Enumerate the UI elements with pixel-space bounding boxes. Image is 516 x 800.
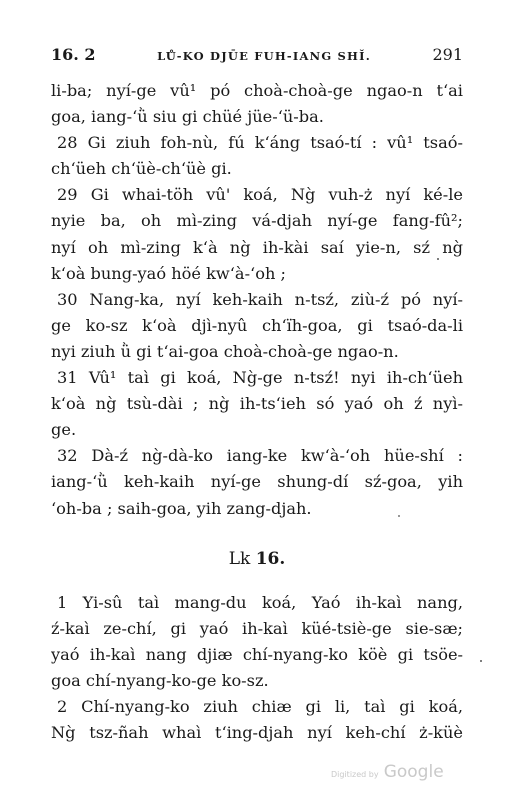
- google-logo: Google: [383, 762, 444, 782]
- ink-speck: [437, 258, 439, 260]
- text-line: yaó ih-kaì nang djiæ chí-nyang-ko köè gi tsöe-: [51, 644, 463, 664]
- text-line: goa, iang-‘ǜ siu gi chüé jüe-‘ü-ba.: [51, 107, 324, 127]
- text-line: k‘oà ng̀ tsù-dài ; ng̀ ih-ts‘ieh só yaó oh ź nyì-: [51, 394, 463, 414]
- text-line: ge.: [51, 420, 77, 440]
- text-line: k‘oà bung-yaó höé kw‘à-‘oh ;: [51, 263, 286, 283]
- text-line: nyi ziuh ǜ gi t‘ai-goa choà-choà-ge ngao-n.: [51, 341, 399, 361]
- text-line: goa chí-nyang-ko-ge ko-sz.: [51, 670, 269, 690]
- verse-line: 30 Nang-ka, nyí keh-kaih n-tsź, ziù-ź pó nyí-: [57, 289, 463, 309]
- text-line: ch‘üeh ch‘üè-ch‘üè gi.: [51, 159, 232, 179]
- running-header: [51, 45, 463, 64]
- text-line: nyie ba, oh mì-zing vá-djah nyí-ge fang-fû²;: [51, 211, 463, 231]
- text-block-top: [51, 78, 463, 522]
- text-line: Ng̀ tsz-ñah whaì t‘ing-djah nyí keh-chí ż-küè: [51, 723, 463, 743]
- ink-speck: [480, 660, 482, 662]
- verse-line: 28 Gi ziuh foh-nù, fú k‘áng tsaó-tí : vû¹ tsaó-: [57, 133, 463, 153]
- verse-line: 32 Dà-ź ng̀-dà-ko iang-ke kw‘à-‘oh hüe-shí :: [57, 446, 463, 466]
- text-line: ‘oh-ba ; saih-goa, yih zang-djah.: [51, 498, 312, 518]
- verse-line: 31 Vû¹ taì gi koá, Ng̀-ge n-tsź! nyi ih-ch‘üeh: [57, 368, 463, 388]
- running-title: LŮ-KO DJŪE FUH-IANG SHǏ.: [157, 49, 371, 63]
- chapter-heading: [51, 546, 463, 572]
- book-page: [51, 45, 463, 746]
- ink-speck: [398, 515, 400, 517]
- verse-line: 29 Gi whai-töh vû' koá, Ng̀ vuh-ż nyí ké-le: [57, 185, 463, 205]
- verse-line: 2 Chí-nyang-ko ziuh chiæ gi li, taì gi koá,: [57, 696, 463, 716]
- text-line: li-ba; nyí-ge vû¹ pó choà-choà-ge ngao-n t‘ai: [51, 81, 463, 100]
- page-number: 291: [432, 45, 463, 64]
- verse-line: 1 Yi-sû taì mang-du koá, Yaó ih-kaì nang,: [57, 592, 463, 612]
- watermark-prefix: Digitized by: [331, 770, 379, 779]
- text-line: nyí oh mì-zing k‘à ng̀ ih-kài saí yie-n, sź ng̀: [51, 237, 463, 257]
- text-line: ge ko-sz k‘oà djì-nyû ch‘ïh-goa, gi tsaó-da-li: [51, 315, 463, 335]
- text-line: iang-‘ǜ keh-kaih nyí-ge shung-dí sź-goa, yih: [51, 472, 463, 492]
- chapter-number: 16.: [255, 548, 286, 569]
- text-block-bottom: [51, 590, 463, 747]
- chapter-prefix: Lk: [228, 548, 251, 569]
- chapter-reference: 16. 2: [51, 45, 96, 64]
- text-line: ź-kaì ze-chí, gi yaó ih-kaì küé-tsiè-ge sie-sæ;: [51, 618, 463, 638]
- digitized-watermark: [331, 762, 444, 782]
